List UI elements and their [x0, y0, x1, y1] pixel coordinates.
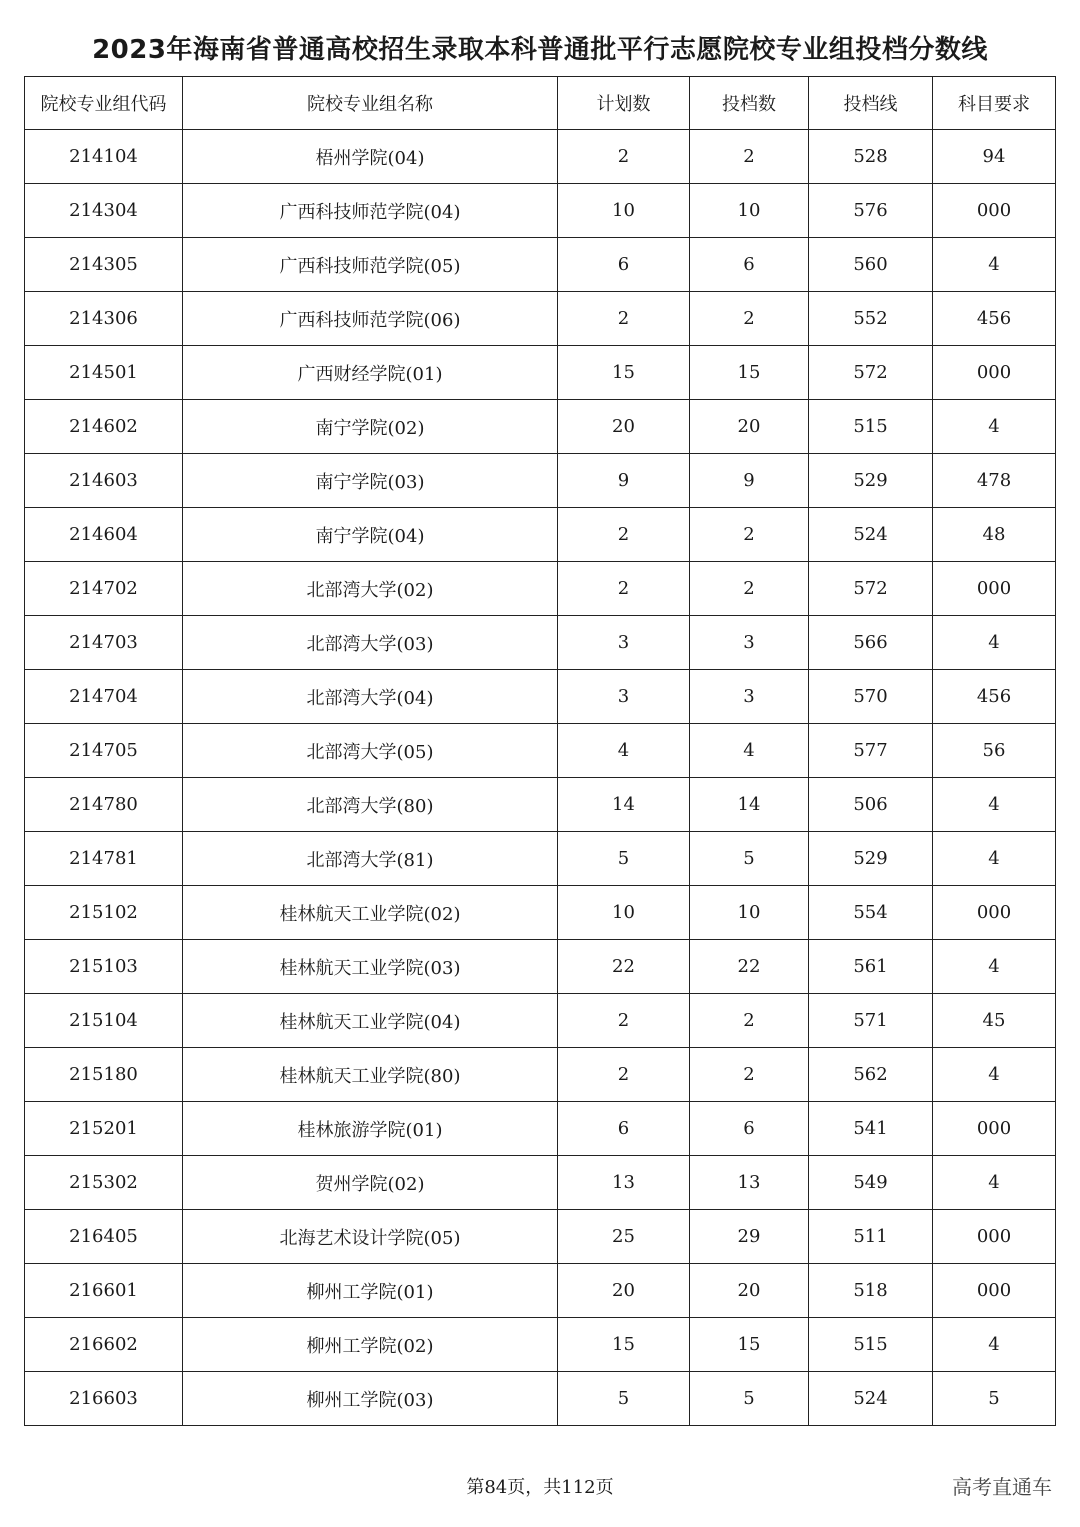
cell-subject-requirement: 4	[933, 940, 1056, 994]
cell-group-name: 贺州学院(02)	[183, 1156, 558, 1210]
cell-cutoff-score: 529	[809, 454, 933, 508]
cell-group-code: 215103	[25, 940, 183, 994]
cell-cutoff-score: 506	[809, 778, 933, 832]
cell-filed-count: 2	[690, 1048, 809, 1102]
cell-cutoff-score: 566	[809, 616, 933, 670]
table-row	[25, 940, 1056, 994]
header-cutoff-score: 投档线	[809, 77, 933, 130]
page-number: 第84页，共112页	[466, 1477, 614, 1498]
cell-filed-count: 15	[690, 1318, 809, 1372]
cell-group-code: 214704	[25, 670, 183, 724]
cell-cutoff-score: 561	[809, 940, 933, 994]
table-row	[25, 292, 1056, 346]
cell-subject-requirement: 000	[933, 1264, 1056, 1318]
cell-plan-count: 2	[558, 1048, 690, 1102]
cell-subject-requirement: 45	[933, 994, 1056, 1048]
cell-subject-requirement: 4	[933, 832, 1056, 886]
cell-cutoff-score: 576	[809, 184, 933, 238]
cell-cutoff-score: 572	[809, 562, 933, 616]
cell-cutoff-score: 541	[809, 1102, 933, 1156]
cell-plan-count: 5	[558, 832, 690, 886]
cell-group-name: 北部湾大学(81)	[183, 832, 558, 886]
cell-filed-count: 29	[690, 1210, 809, 1264]
cell-group-name: 广西科技师范学院(04)	[183, 184, 558, 238]
cell-subject-requirement: 4	[933, 1048, 1056, 1102]
table-row	[25, 562, 1056, 616]
cell-plan-count: 2	[558, 994, 690, 1048]
cell-group-code: 214304	[25, 184, 183, 238]
cell-group-code: 214104	[25, 130, 183, 184]
cell-subject-requirement: 4	[933, 238, 1056, 292]
cell-cutoff-score: 529	[809, 832, 933, 886]
cell-group-code: 216601	[25, 1264, 183, 1318]
cell-group-name: 北海艺术设计学院(05)	[183, 1210, 558, 1264]
cell-filed-count: 9	[690, 454, 809, 508]
table-row	[25, 994, 1056, 1048]
cell-group-name: 柳州工学院(03)	[183, 1372, 558, 1426]
cell-group-code: 214603	[25, 454, 183, 508]
cell-filed-count: 6	[690, 238, 809, 292]
cell-plan-count: 2	[558, 292, 690, 346]
cell-filed-count: 13	[690, 1156, 809, 1210]
cell-filed-count: 15	[690, 346, 809, 400]
cell-group-name: 桂林航天工业学院(04)	[183, 994, 558, 1048]
cell-group-name: 广西科技师范学院(06)	[183, 292, 558, 346]
table-row	[25, 1372, 1056, 1426]
cell-filed-count: 5	[690, 1372, 809, 1426]
table-row	[25, 616, 1056, 670]
cell-group-name: 桂林航天工业学院(02)	[183, 886, 558, 940]
cell-subject-requirement: 000	[933, 184, 1056, 238]
table-body	[25, 130, 1056, 1426]
cell-group-name: 桂林航天工业学院(03)	[183, 940, 558, 994]
cell-group-name: 北部湾大学(03)	[183, 616, 558, 670]
cell-group-name: 柳州工学院(02)	[183, 1318, 558, 1372]
cell-plan-count: 13	[558, 1156, 690, 1210]
cell-group-code: 216602	[25, 1318, 183, 1372]
cell-cutoff-score: 570	[809, 670, 933, 724]
cell-group-code: 214306	[25, 292, 183, 346]
cell-subject-requirement: 000	[933, 886, 1056, 940]
cell-group-code: 214780	[25, 778, 183, 832]
table-row	[25, 1102, 1056, 1156]
cell-cutoff-score: 554	[809, 886, 933, 940]
cell-filed-count: 2	[690, 292, 809, 346]
cell-filed-count: 6	[690, 1102, 809, 1156]
table-row	[25, 1048, 1056, 1102]
table-row	[25, 238, 1056, 292]
cell-filed-count: 4	[690, 724, 809, 778]
cell-cutoff-score: 524	[809, 1372, 933, 1426]
cell-plan-count: 20	[558, 400, 690, 454]
cell-plan-count: 3	[558, 670, 690, 724]
cell-group-code: 214602	[25, 400, 183, 454]
header-filed-count: 投档数	[690, 77, 809, 130]
cell-group-name: 北部湾大学(80)	[183, 778, 558, 832]
cell-group-name: 南宁学院(02)	[183, 400, 558, 454]
cell-subject-requirement: 478	[933, 454, 1056, 508]
cell-cutoff-score: 549	[809, 1156, 933, 1210]
table-row	[25, 1156, 1056, 1210]
admission-score-table	[24, 76, 1056, 1426]
cell-plan-count: 3	[558, 616, 690, 670]
header-plan-count: 计划数	[558, 77, 690, 130]
cell-group-code: 214705	[25, 724, 183, 778]
cell-group-name: 梧州学院(04)	[183, 130, 558, 184]
cell-plan-count: 14	[558, 778, 690, 832]
cell-cutoff-score: 562	[809, 1048, 933, 1102]
cell-filed-count: 10	[690, 184, 809, 238]
cell-group-name: 南宁学院(04)	[183, 508, 558, 562]
cell-group-name: 广西财经学院(01)	[183, 346, 558, 400]
cell-group-code: 214604	[25, 508, 183, 562]
cell-cutoff-score: 524	[809, 508, 933, 562]
table-row	[25, 724, 1056, 778]
table-row	[25, 670, 1056, 724]
table-row	[25, 778, 1056, 832]
cell-group-name: 广西科技师范学院(05)	[183, 238, 558, 292]
cell-group-code: 214702	[25, 562, 183, 616]
cell-plan-count: 2	[558, 130, 690, 184]
cell-subject-requirement: 5	[933, 1372, 1056, 1426]
header-subject-requirement: 科目要求	[933, 77, 1056, 130]
cell-group-name: 北部湾大学(05)	[183, 724, 558, 778]
cell-filed-count: 2	[690, 130, 809, 184]
cell-plan-count: 10	[558, 184, 690, 238]
table-row	[25, 508, 1056, 562]
table-row	[25, 400, 1056, 454]
cell-subject-requirement: 4	[933, 778, 1056, 832]
cell-filed-count: 2	[690, 508, 809, 562]
table-row	[25, 1264, 1056, 1318]
cell-filed-count: 2	[690, 562, 809, 616]
cell-group-code: 215201	[25, 1102, 183, 1156]
cell-group-name: 桂林航天工业学院(80)	[183, 1048, 558, 1102]
table-header-row	[25, 77, 1056, 130]
cell-filed-count: 14	[690, 778, 809, 832]
cell-group-code: 214703	[25, 616, 183, 670]
cell-group-code: 214781	[25, 832, 183, 886]
cell-subject-requirement: 94	[933, 130, 1056, 184]
cell-filed-count: 2	[690, 994, 809, 1048]
cell-plan-count: 6	[558, 238, 690, 292]
cell-cutoff-score: 515	[809, 1318, 933, 1372]
cell-group-code: 214501	[25, 346, 183, 400]
cell-subject-requirement: 000	[933, 562, 1056, 616]
cell-cutoff-score: 572	[809, 346, 933, 400]
cell-cutoff-score: 577	[809, 724, 933, 778]
cell-filed-count: 20	[690, 400, 809, 454]
cell-subject-requirement: 4	[933, 1156, 1056, 1210]
cell-plan-count: 2	[558, 562, 690, 616]
cell-group-name: 北部湾大学(04)	[183, 670, 558, 724]
cell-filed-count: 10	[690, 886, 809, 940]
cell-cutoff-score: 552	[809, 292, 933, 346]
cell-subject-requirement: 456	[933, 292, 1056, 346]
cell-group-name: 北部湾大学(02)	[183, 562, 558, 616]
cell-group-name: 南宁学院(03)	[183, 454, 558, 508]
cell-filed-count: 22	[690, 940, 809, 994]
cell-plan-count: 6	[558, 1102, 690, 1156]
cell-group-code: 216603	[25, 1372, 183, 1426]
cell-plan-count: 2	[558, 508, 690, 562]
cell-plan-count: 9	[558, 454, 690, 508]
cell-group-code: 214305	[25, 238, 183, 292]
cell-group-code: 215180	[25, 1048, 183, 1102]
cell-plan-count: 4	[558, 724, 690, 778]
cell-subject-requirement: 4	[933, 1318, 1056, 1372]
cell-group-code: 215302	[25, 1156, 183, 1210]
table-row	[25, 454, 1056, 508]
cell-plan-count: 25	[558, 1210, 690, 1264]
cell-plan-count: 10	[558, 886, 690, 940]
header-group-name: 院校专业组名称	[183, 77, 558, 130]
cell-cutoff-score: 515	[809, 400, 933, 454]
cell-filed-count: 20	[690, 1264, 809, 1318]
table-row	[25, 1210, 1056, 1264]
cell-group-name: 柳州工学院(01)	[183, 1264, 558, 1318]
header-group-code: 院校专业组代码	[25, 77, 183, 130]
cell-filed-count: 3	[690, 616, 809, 670]
table-row	[25, 184, 1056, 238]
cell-subject-requirement: 4	[933, 400, 1056, 454]
cell-cutoff-score: 518	[809, 1264, 933, 1318]
cell-subject-requirement: 4	[933, 616, 1056, 670]
cell-cutoff-score: 560	[809, 238, 933, 292]
cell-group-code: 215102	[25, 886, 183, 940]
cell-plan-count: 22	[558, 940, 690, 994]
cell-group-code: 215104	[25, 994, 183, 1048]
cell-plan-count: 20	[558, 1264, 690, 1318]
cell-cutoff-score: 571	[809, 994, 933, 1048]
cell-subject-requirement: 48	[933, 508, 1056, 562]
cell-plan-count: 5	[558, 1372, 690, 1426]
cell-filed-count: 3	[690, 670, 809, 724]
table-row	[25, 130, 1056, 184]
cell-group-name: 桂林旅游学院(01)	[183, 1102, 558, 1156]
table-row	[25, 1318, 1056, 1372]
cell-plan-count: 15	[558, 346, 690, 400]
cell-subject-requirement: 56	[933, 724, 1056, 778]
table-row	[25, 832, 1056, 886]
watermark-text: 高考直通车	[952, 1475, 1052, 1499]
page-title: 2023年海南省普通高校招生录取本科普通批平行志愿院校专业组投档分数线	[92, 35, 988, 65]
cell-plan-count: 15	[558, 1318, 690, 1372]
cell-subject-requirement: 000	[933, 1210, 1056, 1264]
table-row	[25, 346, 1056, 400]
table-row	[25, 886, 1056, 940]
cell-cutoff-score: 511	[809, 1210, 933, 1264]
cell-subject-requirement: 000	[933, 1102, 1056, 1156]
cell-filed-count: 5	[690, 832, 809, 886]
cell-cutoff-score: 528	[809, 130, 933, 184]
cell-subject-requirement: 000	[933, 346, 1056, 400]
cell-group-code: 216405	[25, 1210, 183, 1264]
cell-subject-requirement: 456	[933, 670, 1056, 724]
